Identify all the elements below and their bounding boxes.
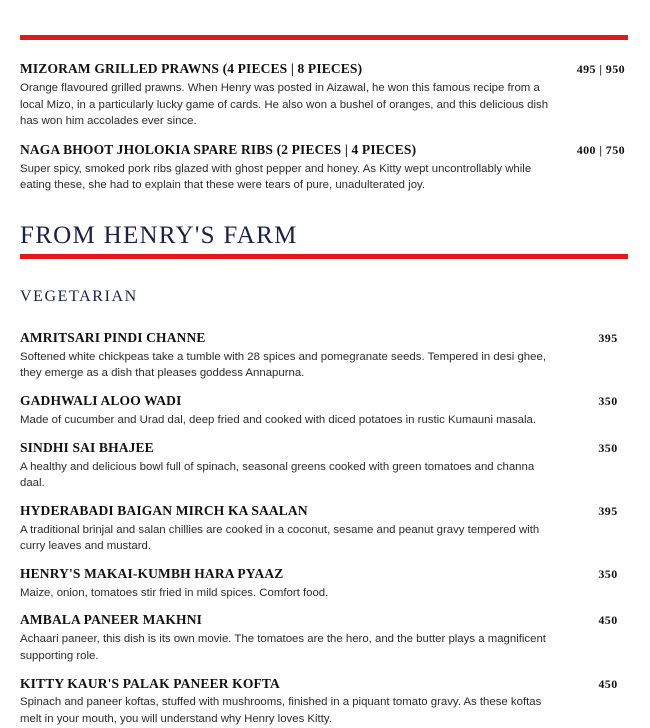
menu-item-name: HENRY'S MAKAI-KUMBH HARA PYAAZ [20, 565, 284, 581]
top-items-group [20, 61, 628, 194]
menu-item[interactable] [20, 440, 628, 492]
menu-item[interactable] [20, 330, 628, 382]
menu-item-description: Softened white chickpeas take a tumble with 28 spices and pomegranate seeds. Tempered in desi ghee, they emerge as a dish that pleases goddess Annapurna. [20, 350, 546, 380]
vegetarian-items-group [20, 330, 628, 728]
menu-item-description: Orange flavoured grilled prawns. When Henry was posted in Aizawal, he won this famous recipe from a local Mizo, in a particularly lucky game of cards. He also won a bushel of oranges, and this delicious dish has won him accolades ever since. [20, 81, 549, 128]
menu-item[interactable] [20, 61, 628, 130]
menu-item-description: Super spicy, smoked pork ribs glazed with ghost pepper and honey. As Kitty wept uncontrollably while eating these, she had to explain that these were tears of pure, unadulterated joy. [20, 162, 532, 192]
menu-item-description: Spinach and paneer koftas, stuffed with mushrooms, finished in a piquant tomato gravy. As these koftas melt in your mouth, you will understand why Henry loves Kitty. [20, 696, 542, 726]
menu-item-name: MIZORAM GRILLED PRAWNS (4 PIECES | 8 PIECES) [20, 61, 363, 76]
section-farm [20, 223, 628, 259]
menu-item-description: A healthy and delicious bowl full of spinach, seasonal greens cooked with green tomatoes and channa daal. [20, 460, 535, 490]
menu-item-price: 350 [598, 566, 618, 581]
menu-item[interactable] [20, 142, 628, 194]
menu-item-price: 395 [598, 330, 618, 345]
menu-item-name: HYDERABADI BAIGAN MIRCH KA SAALAN [20, 502, 308, 518]
menu-item-price: 450 [598, 676, 618, 691]
menu-item-name: AMBALA PANEER MAKHNI [20, 612, 203, 628]
section-title: FROM HENRY'S FARM [20, 221, 298, 249]
menu-item-price: 350 [598, 440, 618, 455]
menu-item-price: 495 | 950 [576, 62, 625, 76]
menu-item-price: 400 | 750 [576, 142, 625, 157]
menu-item-description: Made of cucumber and Urad dal, deep fried and cooked with diced potatoes in rustic Kumauni masala. [20, 413, 537, 426]
menu-item-name: SINDHI SAI BHAJEE [20, 439, 154, 455]
menu-item-description: Achaari paneer, this dish is its own movie. The tomatoes are the hero, and the butter plays a magnificent supporting role. [20, 633, 546, 662]
menu-item[interactable] [20, 676, 628, 728]
menu-item-name: NAGA BHOOT JHOLOKIA SPARE RIBS (2 PIECES | 4 PIECES) [20, 141, 417, 157]
menu-item-price: 350 [598, 394, 618, 409]
menu-item[interactable] [20, 566, 628, 602]
menu-item[interactable] [20, 503, 628, 555]
subsection-title: VEGETARIAN [20, 287, 138, 305]
subsection-vegetarian [20, 289, 628, 305]
menu-item-name: AMRITSARI PINDI CHANNE [20, 329, 206, 345]
menu-item-description: A traditional brinjal and salan chillies are cooked in a coconut, sesame and peanut gravy tempered with curry leaves and mustard. [20, 523, 540, 553]
menu-content [20, 0, 628, 728]
menu-item[interactable] [20, 612, 628, 664]
menu-item-description: Maize, onion, tomatoes stir fried in mild spices. Comfort food. [20, 586, 329, 599]
menu-item-price: 395 [598, 503, 618, 518]
section-divider-rule [20, 254, 628, 259]
menu-item-price: 450 [598, 613, 618, 628]
menu-item-name: KITTY KAUR'S PALAK PANEER KOFTA [20, 675, 280, 691]
top-divider-rule [20, 35, 628, 40]
menu-item-name: GADHWALI ALOO WADI [20, 393, 182, 409]
menu-item[interactable] [20, 393, 628, 429]
